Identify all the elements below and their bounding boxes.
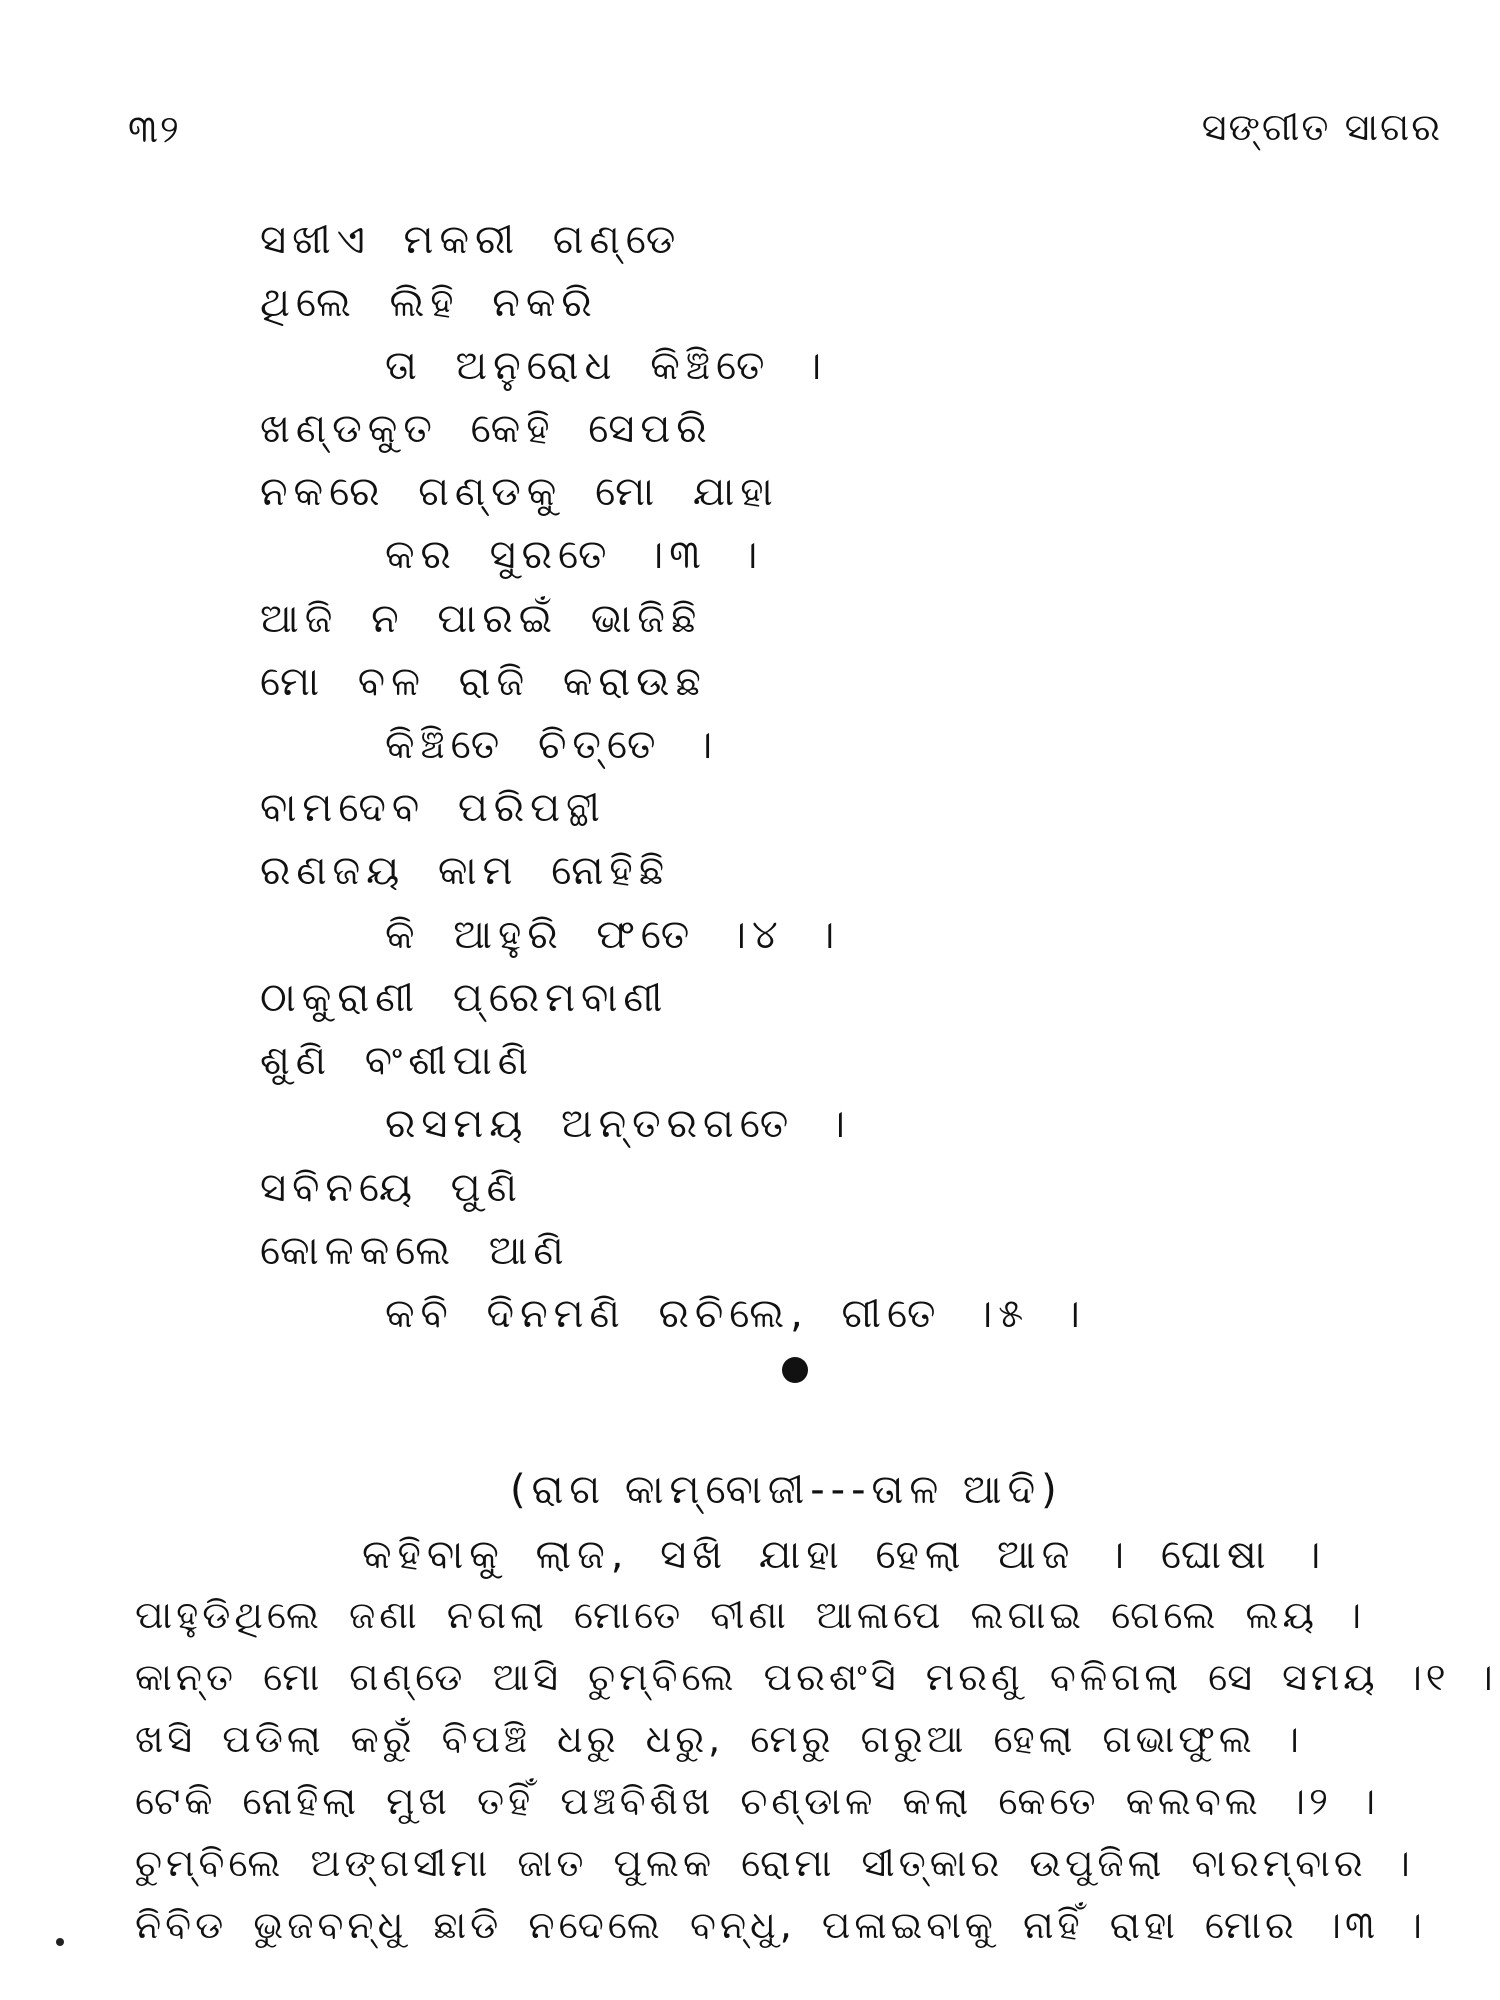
- verse-line: କିଞ୍ଚିତେ ଚିତ୍ତେ ।: [385, 722, 719, 768]
- verse-line: କର ସୁରତେ ।୩ ।: [385, 532, 764, 578]
- verse-line: ବାମଦେବ ପରିପନ୍ଥୀ: [260, 785, 606, 831]
- verse-line: ପାହୁଡିଥିଲେ ଜଣା ନଗଲା ମୋତେ ବୀଣା ଆଳାପେ ଲଗାଇ ଗେଲେ ଲୟ ।: [135, 1593, 1366, 1637]
- verse-line: ଖଣ୍ଡକୁତ କେହି ସେପରି: [260, 406, 713, 452]
- section-separator-dot: [782, 1357, 808, 1383]
- verse-line: ଖସି ପଡିଲା କରୁଁ ବିପଞ୍ଚି ଧରୁ ଧରୁ, ମେରୁ ଗରୁଆ ହେଲା ଗଭାଫୁଲ ।: [135, 1717, 1303, 1761]
- raga-heading: (ରାଗ କାମ୍ବୋଜୀ---ତାଳ ଆଦି): [510, 1467, 1063, 1513]
- verse-line: ତା ଅନୁରୋଧ କିଞ୍ଚିତେ ।: [385, 343, 828, 389]
- verse-line: ନିବିଡ ଭୁଜବନ୍ଧୁ ଛାଡି ନଦେଲେ ବନ୍ଧୁ, ପଳାଇବାକୁ ନାହିଁ ରାହା ମୋର ।୩ ।: [135, 1903, 1427, 1947]
- verse-line: ଠାକୁରାଣୀ ପ୍ରେମବାଣୀ: [260, 975, 669, 1021]
- book-title: ସଙ୍ଗୀତ ସାଗର: [1201, 105, 1442, 149]
- verse-line: କୋଳକଲେ ଆଣି: [260, 1228, 570, 1274]
- verse-line: ଶୁଣି ବଂଶୀପାଣି: [260, 1038, 535, 1084]
- page-number: ୩୨: [128, 107, 181, 151]
- verse-line: ଟେକି ନୋହିଲା ମୁଖ ତହିଁ ପଞ୍ଚବିଶିଖ ଚଣ୍ଡାଳ କଲା କେତେ କଲବଲ ।୨ ।: [135, 1779, 1380, 1823]
- verse-line: ଚୁମ୍ବିଲେ ଅଙ୍ଗସୀମା ଜାତ ପୁଲକ ରୋମା ସୀତ୍କାର ଉପୁଜିଲା ବାରମ୍ବାର ।: [135, 1841, 1414, 1885]
- verse-line: କବି ଦିନମଣି ରଚିଲେ, ଗୀତେ ।୫ ।: [385, 1291, 1086, 1337]
- verse-line: ନକରେ ଗଣ୍ଡକୁ ମୋ ଯାହା: [260, 469, 779, 515]
- verse-line: ଥିଲେ ଲିହି ନକରି: [260, 280, 598, 326]
- verse-line: କି ଆହୁରି ଫତେ ।୪ ।: [385, 912, 841, 958]
- verse-line: କାନ୍ତ ମୋ ଗଣ୍ଡେ ଆସି ଚୁମ୍ବିଲେ ପରଶଂସି ମରଣୁ ବଳିଗଲା ସେ ସମୟ ।୧ ।: [135, 1655, 1497, 1699]
- verse-line: ଆଜି ନ ପାରଇଁ ଭାଜିଛି: [260, 596, 703, 642]
- verse-line: ରସମୟ ଅନ୍ତରଗତେ ।: [385, 1101, 851, 1147]
- margin-speck: [56, 1938, 64, 1946]
- verse-line: ସଖୀଏ ମକରୀ ଗଣ୍ଡେ: [260, 217, 682, 263]
- verse-line: ସବିନୟେ ପୁଣି: [260, 1165, 523, 1211]
- verse-line: ମୋ ବଳ ରାଜି କରାଉଛ: [260, 659, 707, 705]
- refrain-line: କହିବାକୁ ଲାଜ, ସଖି ଯାହା ହେଲା ଆଜ । ଘୋଷା ।: [362, 1532, 1327, 1578]
- verse-line: ରଣଜୟ କାମ ନୋହିଛି: [260, 848, 671, 894]
